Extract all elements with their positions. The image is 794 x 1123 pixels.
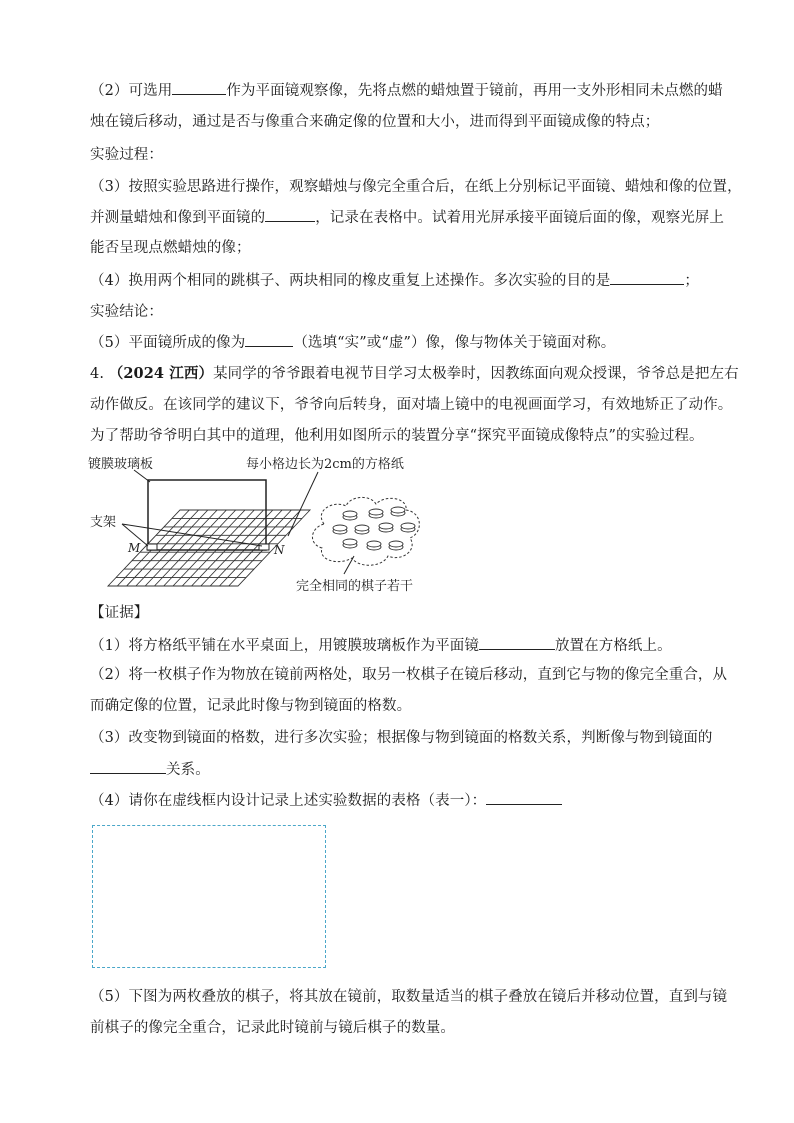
q2-line-1 bbox=[90, 80, 723, 101]
chess-piece-top bbox=[389, 541, 403, 547]
p2-line-2: 而确定像的位置，记录此时像与物到镜面的格数。 bbox=[90, 698, 412, 714]
label-n: N bbox=[274, 543, 285, 557]
grid-line bbox=[154, 510, 226, 586]
chess-piece-top bbox=[333, 525, 347, 531]
chess-piece-top bbox=[367, 541, 381, 547]
conclusion-heading: 实验结论： bbox=[90, 304, 163, 320]
p4-line bbox=[90, 790, 562, 811]
leader-grid bbox=[288, 472, 318, 536]
glass-plate bbox=[148, 480, 266, 550]
process-heading: 实验过程： bbox=[90, 147, 163, 163]
label-pieces: 完全相同的棋子若干 bbox=[296, 579, 414, 594]
text: （选填“实”或“虚”）像，像与物体关于镜面对称。 bbox=[293, 335, 616, 351]
text: 关系。 bbox=[166, 762, 210, 778]
answer-blank[interactable] bbox=[610, 270, 684, 285]
text: （5）平面镜所成的像为 bbox=[90, 335, 246, 351]
support-n bbox=[259, 544, 269, 550]
support-m bbox=[147, 544, 157, 550]
answer-blank[interactable] bbox=[245, 332, 293, 347]
p5-line-1: （5）下图为两枚叠放的棋子，将其放在镜前，取数量适当的棋子叠放在镜后并移动位置，直到与镜 bbox=[90, 989, 728, 1005]
chess-pieces bbox=[333, 507, 415, 550]
text: 放置在方格纸上。 bbox=[554, 638, 672, 654]
grid-line bbox=[164, 510, 236, 586]
chess-piece-top bbox=[355, 525, 369, 531]
answer-blank[interactable] bbox=[479, 635, 555, 650]
p1-line bbox=[90, 635, 672, 656]
p5-line-2: 前棋子的像完全重合，记录此时镜前与镜后棋子的数量。 bbox=[90, 1020, 455, 1036]
chess-piece-top bbox=[343, 511, 357, 517]
text: 某同学的爷爷跟着电视节目学习太极拳时，因教练面向观众授课，爷爷总是把左右 bbox=[213, 366, 739, 382]
answer-blank[interactable] bbox=[172, 80, 226, 95]
label-glass: 镀膜玻璃板 bbox=[88, 457, 154, 472]
p3-line-1: （3）改变物到镜面的格数，进行多次实验；根据像与物到镜面的格数关系，判断像与物到镜面的 bbox=[90, 730, 713, 746]
chess-piece-top bbox=[343, 539, 357, 545]
grid-line bbox=[192, 510, 264, 586]
chess-piece-top bbox=[401, 523, 415, 529]
text: （2）可选用 bbox=[90, 83, 173, 99]
text: 作为平面镜观察像，先将点燃的蜡烛置于镜前，再用一支外形相同未点燃的蜡 bbox=[226, 83, 723, 99]
answer-blank[interactable] bbox=[265, 207, 315, 222]
answer-blank[interactable] bbox=[90, 759, 166, 774]
experiment-figure bbox=[88, 452, 448, 596]
grid-line bbox=[210, 510, 282, 586]
p2-line-1: （2）将一枚棋子作为物放在镜前两格处，取另一枚棋子在镜后移动，直到它与物的像完全重合，从 bbox=[90, 667, 728, 683]
text: ； bbox=[684, 273, 699, 289]
q4-multi-line bbox=[90, 270, 699, 291]
label-grid: 每小格边长为2cm的方格纸 bbox=[246, 457, 404, 472]
leader-pieces bbox=[344, 556, 354, 574]
answer-blank[interactable] bbox=[486, 790, 562, 805]
chess-piece-top bbox=[391, 507, 405, 513]
text: （4）请你在虚线框内设计记录上述实验数据的表格（表一）： bbox=[90, 793, 487, 809]
q2-line-2: 烛在镜后移动，通过是否与像重合来确定像的位置和大小，进而得到平面镜成像的特点； bbox=[90, 114, 660, 130]
question-number: 4. bbox=[90, 366, 105, 382]
label-stand: 支架 bbox=[90, 515, 117, 530]
question-source: （2024 江西） bbox=[108, 365, 214, 382]
q3-line-1: （3）按照实验思路进行操作，观察蜡烛与像完全重合后，在纸上分别标记平面镜、蜡烛和像的位置， bbox=[90, 179, 742, 195]
text: （4）换用两个相同的跳棋子、两块相同的橡皮重复上述操作。多次实验的目的是 bbox=[90, 273, 611, 289]
q4-intro-3: 为了帮助爷爷明白其中的道理，他利用如图所示的装置分享“探究平面镜成像特点”的实验过程。 bbox=[90, 428, 704, 444]
grid-line bbox=[173, 510, 245, 586]
proof-heading: 【证据】 bbox=[90, 605, 149, 621]
text: 并测量蜡烛和像到平面镜的 bbox=[90, 210, 266, 226]
q3-line-3: 能否呈现点燃蜡烛的像； bbox=[90, 240, 251, 256]
chess-piece-top bbox=[369, 509, 383, 515]
grid-line bbox=[182, 510, 254, 586]
label-m: M bbox=[128, 541, 141, 555]
q4-intro-1 bbox=[90, 364, 739, 384]
q3-line-2 bbox=[90, 207, 724, 228]
chess-piece-top bbox=[379, 523, 393, 529]
text: ，记录在表格中。试着用光屏承接平面镜后面的像，观察光屏上 bbox=[315, 210, 725, 226]
q5-line bbox=[90, 332, 615, 353]
text: （1）将方格纸平铺在水平桌面上，用镀膜玻璃板作为平面镜 bbox=[90, 638, 479, 654]
table-design-box[interactable] bbox=[92, 825, 326, 968]
p3-line-2 bbox=[90, 759, 210, 780]
q4-intro-2: 动作做反。在该同学的建议下，爷爷向后转身，面对墙上镜中的电视画面学习，有效地矫正了动作。 bbox=[90, 397, 733, 413]
